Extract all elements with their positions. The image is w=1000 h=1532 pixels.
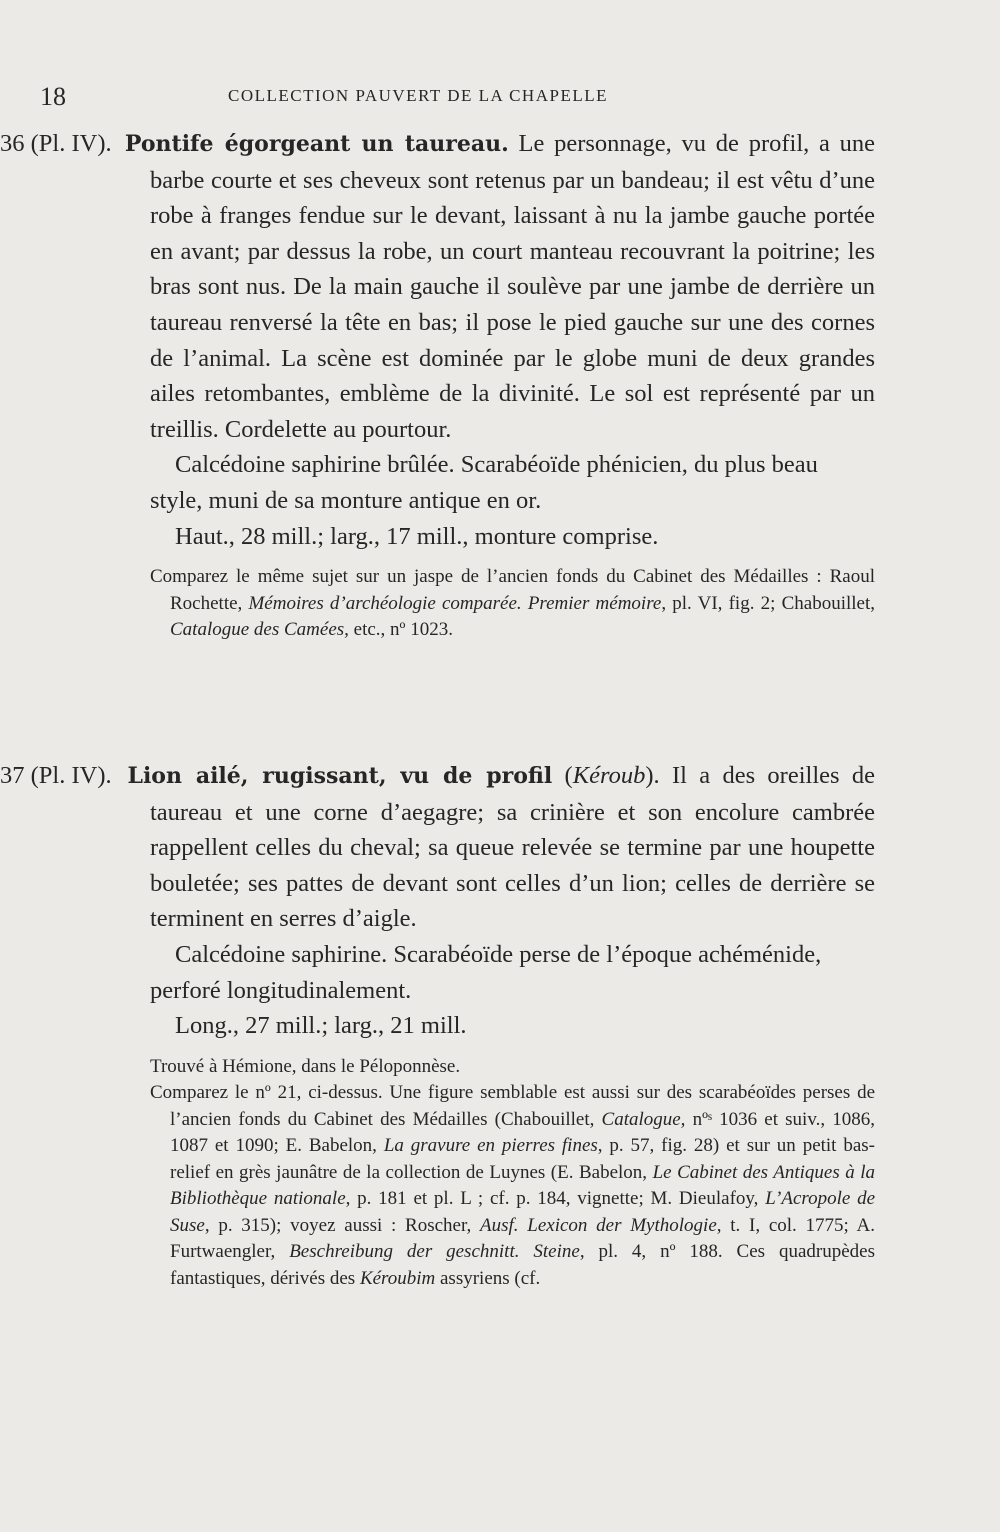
entry-37-text: Il a des oreilles de taureau et une corne d’aegagre; sa crinière et son encolure cambrée rappellent celles du cheval; sa queue relevée se termine par une houpette bouletée; ses pattes de devant sont celles d’un lion; celles de derrière se terminent en serres d’aigle. <box>150 762 875 933</box>
catalogue-entry-37 <box>0 758 876 1292</box>
entry-37-dimensions: Long., 27 mill.; larg., 21 mill. <box>175 1012 467 1040</box>
entry-37-material: Calcédoine saphirine. Scarabéoïde perse de l’époque achéménide, perforé longitudinalement. <box>150 940 822 1004</box>
entry-36-description <box>0 126 876 447</box>
entry-36-dimensions: Haut., 28 mill.; larg., 17 mill., monture comprise. <box>175 522 659 550</box>
entry-37-provenance: Trouvé à Hémione, dans le Péloponnèse. <box>150 1055 461 1077</box>
entry-36-material: Calcédoine saphirine brûlée. Scarabéoïde phénicien, du plus beau style, muni de sa monture antique en or. <box>150 451 818 514</box>
entry-36-number: 36 (Pl. IV). <box>0 130 112 157</box>
entry-37-note: Comparez le nº 21, ci-dessus. Une figure semblable est aussi sur des scarabéoïdes perses de l’ancien fonds du Cabinet des Médailles (Chabouillet, Catalogue, nºˢ 1036 et suiv., 1086, 1087 et 1090; E. Babelon, La gravure en pierres fines, p. 57, fig. 28) et sur un petit bas-relief en grès jaunâtre de la collection de Luynes (E. Babelon, Le Cabinet des Antiques à la Bibliothèque nationale, p. 181 et pl. L ; cf. p. 184, vignette; M. Dieulafoy, L’Acropole de Suse, p. 315); voyez aussi : Roscher, Ausf. Lexicon der Mythologie, t. I, col. 1775; A. Furtwaengler, Beschreibung der geschnitt. Steine, pl. 4, nº 188. Ces quadrupèdes fantastiques, dérivés des Kéroubim assyriens (cf. <box>150 1082 876 1289</box>
page-number: 18 <box>40 82 66 111</box>
catalogue-entry-36 <box>0 126 876 644</box>
entry-37-description: 37 (Pl. IV). Lion ailé, rugissant, vu de profil (Kéroub). Il a des oreilles de taureau et une corne d’aegagre; sa crinière et son encolure cambrée rappellent celles du cheval; sa queue relevée se termine par une houpette bouletée; ses pattes de devant sont celles d’un lion; celles de derrière se terminent en serres d’aigle. <box>75 758 875 937</box>
entry-37-title-italic: Kéroub <box>572 762 646 789</box>
entry-36-text: Le personnage, vu de profil, a une barbe courte et ses cheveux sont retenus par un bandeau; il est vêtu d’une robe à franges fendue sur le devant, laissant à nu la jambe gauche portée en avant; par dessus la robe, un court manteau recouvrant la poitrine; les bras sont nus. De la main gauche il soulève par une jambe de derrière un taureau renversé la tête en bas; il pose le pied gauche sur une des cornes de l’animal. La scène est dominée par le globe muni de deux grandes ailes retombantes, emblème de la divinité. Le sol est représenté par un treillis. Cordelette au pourtour. <box>150 130 876 443</box>
page-header <box>0 78 1000 118</box>
entry-37-number: 37 (Pl. IV). <box>0 762 112 789</box>
running-title: COLLECTION PAUVERT DE LA CHAPELLE <box>228 86 608 105</box>
entry-36-title: Pontife égorgeant un taureau. <box>124 131 509 157</box>
entry-37-title: Lion ailé, rugissant, vu de profil <box>127 763 553 789</box>
entry-36-note: Comparez le même sujet sur un jaspe de l’ancien fonds du Cabinet des Médailles : Raoul Rochette, Mémoires d’archéologie comparée. Premier mémoire, pl. VI, fig. 2; Chabouillet, Catalogue des Camées, etc., nº 1023. <box>150 566 875 641</box>
